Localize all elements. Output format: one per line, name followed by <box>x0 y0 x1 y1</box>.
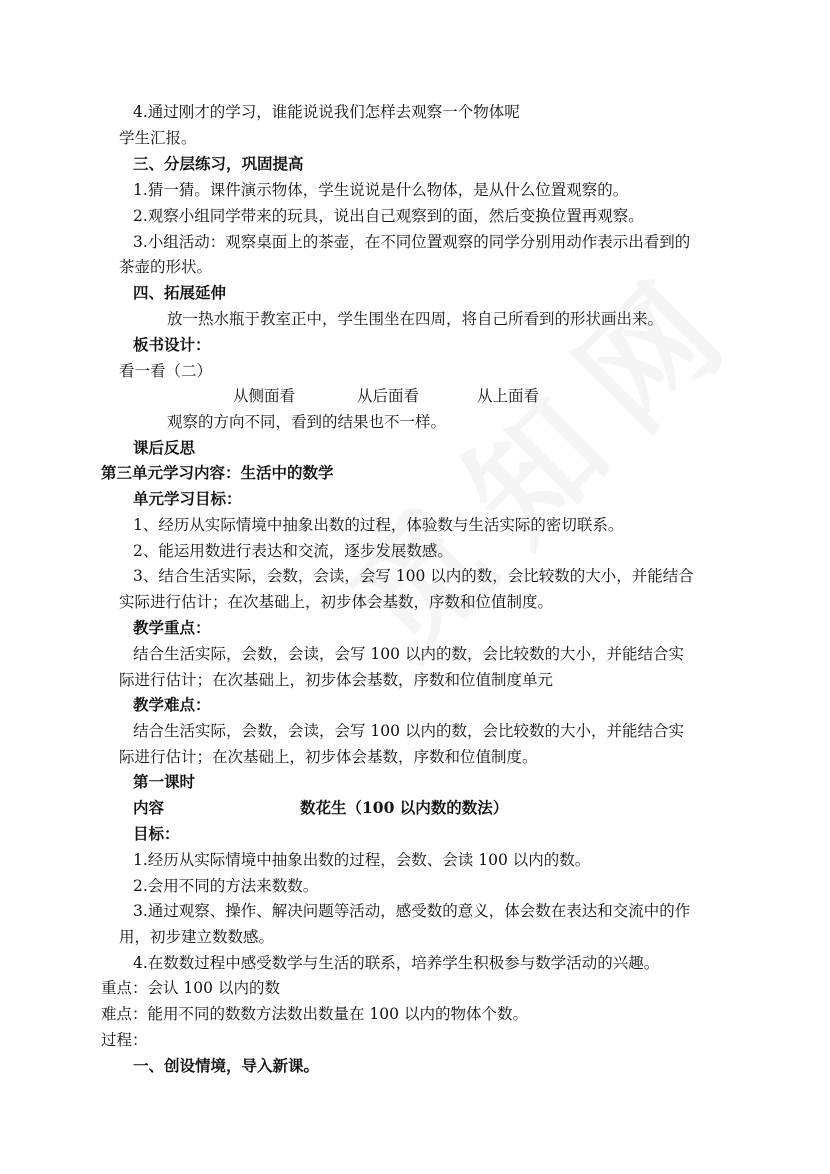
board-item: 从侧面看 <box>233 387 296 405</box>
section-heading: 课后反思 <box>133 438 196 457</box>
text-line: 用，初步建立数数感。 <box>119 928 275 946</box>
text-line: 放一热水瓶于教室正中，学生围坐在四周，将自己所看到的形状画出来。 <box>167 310 664 328</box>
section-heading: 第一课时 <box>133 772 196 791</box>
text-line: 结合生活实际，会数，会读，会写 100 以内的数，会比较数的大小，并能结合实 <box>133 722 684 740</box>
section-heading: 教学难点： <box>133 695 211 714</box>
text-line: 观察的方向不同，看到的结果也不一样。 <box>167 413 447 431</box>
section-heading: 三、分层练习，巩固提高 <box>133 154 304 173</box>
text-line: 1、经历从实际情境中抽象出数的过程，体验数与生活实际的密切联系。 <box>133 516 624 534</box>
unit-title: 第三单元学习内容：生活中的数学 <box>101 463 334 482</box>
text-line: 4.通过刚才的学习，谁能说说我们怎样去观察一个物体呢 <box>133 103 520 121</box>
text-line: 3、结合生活实际，会数，会读，会写 100 以内的数，会比较数的大小，并能结合 <box>133 567 694 585</box>
text-line: 际进行估计；在次基础上，初步体会基数，序数和位值制度。 <box>119 748 538 766</box>
text-line: 实际进行估计；在次基础上，初步体会基数，序数和位值制度。 <box>119 593 554 611</box>
text-line: 3.小组活动：观察桌面上的茶壶，在不同位置观察的同学分别用动作表示出看到的 <box>133 233 691 251</box>
text-line: 2、能运用数进行表达和交流，逐步发展数感。 <box>133 542 453 560</box>
content-label: 内容 <box>133 798 165 817</box>
watermark <box>304 218 776 690</box>
text-line: 学生汇报。 <box>119 129 197 147</box>
text-line: 茶壶的形状。 <box>119 258 213 276</box>
text-line: 1.经历从实际情境中抽象出数的过程，会数、会读 100 以内的数。 <box>133 851 591 869</box>
text-line: 2.观察小组同学带来的玩具，说出自己观察到的面，然后变换位置再观察。 <box>133 207 644 225</box>
section-heading: 板书设计： <box>133 335 211 354</box>
text-line: 过程： <box>101 1031 148 1049</box>
board-item: 从后面看 <box>357 387 420 405</box>
text-line: 1.猜一猜。课件演示物体，学生说说是什么物体，是从什么位置观察的。 <box>133 181 629 199</box>
text-line: 重点：会认 100 以内的数 <box>101 979 280 997</box>
text-line: 2.会用不同的方法来数数。 <box>133 877 319 895</box>
text-line: 4.在数数过程中感受数学与生活的联系，培养学生积极参与数学活动的兴趣。 <box>133 954 660 972</box>
text-line: 际进行估计；在次基础上，初步体会基数，序数和位值制度单元 <box>119 671 554 689</box>
board-item: 从上面看 <box>477 387 540 405</box>
text-line: 结合生活实际，会数，会读，会写 100 以内的数，会比较数的大小，并能结合实 <box>133 645 684 663</box>
section-heading: 单元学习目标： <box>133 489 242 508</box>
section-heading: 目标： <box>133 824 180 843</box>
text-line: 难点：能用不同的数数方法数出数量在 100 以内的物体个数。 <box>101 1005 528 1023</box>
lesson-title: 数花生（100 以内数的数法） <box>300 798 509 817</box>
section-heading: 四、拓展延伸 <box>133 283 227 302</box>
text-line: 看一看（二） <box>119 362 213 380</box>
section-heading: 一、创设情境，导入新课。 <box>133 1056 320 1075</box>
section-heading: 教学重点： <box>133 618 211 637</box>
text-line: 3.通过观察、操作、解决问题等活动，感受数的意义，体会数在表达和交流中的作 <box>133 902 691 920</box>
